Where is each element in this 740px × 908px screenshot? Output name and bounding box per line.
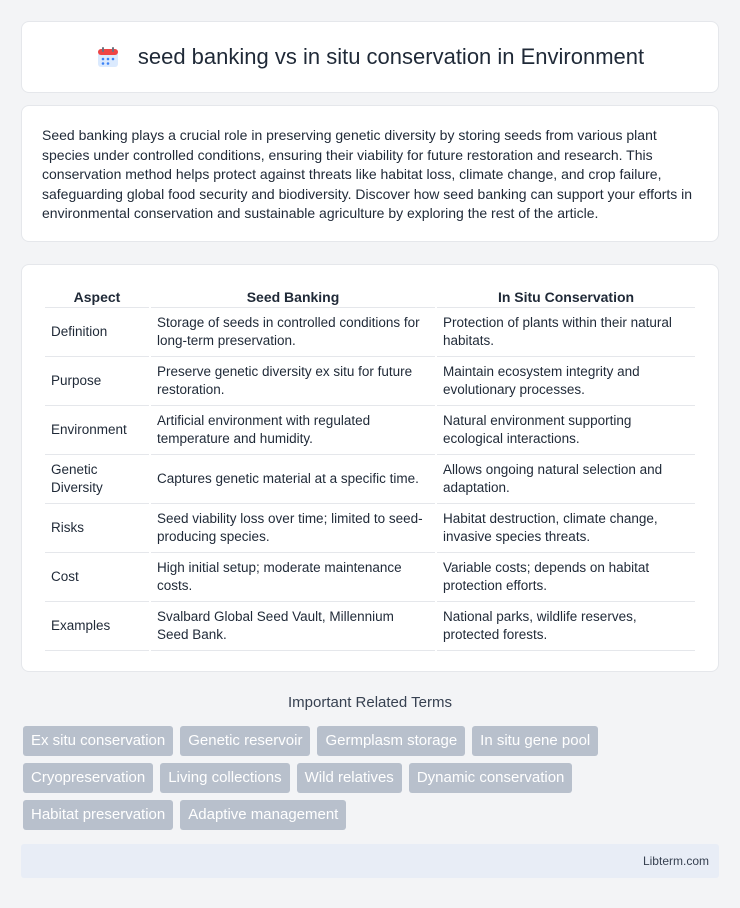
row-in-situ: Habitat destruction, climate change, invasive species threats. <box>437 504 695 553</box>
intro-paragraph: Seed banking plays a crucial role in preserving genetic diversity by storing seeds from various plant species under controlled conditions, ensuring their viability for future restoration and research. This conservation method helps protect against threats like habitat loss, climate change, and crop failure, safeguarding global food security and biodiversity. Discover how seed banking can support your efforts in environmental conservation and sustainable agriculture by exploring the rest of the article. <box>42 127 693 222</box>
tag-wild-relatives[interactable]: Wild relatives <box>297 763 402 793</box>
tag-ex-situ-conservation[interactable]: Ex situ conservation <box>23 726 173 756</box>
row-aspect: Environment <box>45 406 149 455</box>
tag-adaptive-management[interactable]: Adaptive management <box>180 800 346 830</box>
row-seed-banking: Preserve genetic diversity ex situ for future restoration. <box>151 357 435 406</box>
page-title: seed banking vs in situ conservation in Environment <box>137 44 645 69</box>
header-seed-banking: Seed Banking <box>151 285 435 308</box>
header-aspect: Aspect <box>45 285 149 308</box>
tag-in-situ-gene-pool[interactable]: In situ gene pool <box>472 726 598 756</box>
table-row <box>45 357 695 406</box>
header-in-situ: In Situ Conservation <box>437 285 695 308</box>
table-row <box>45 504 695 553</box>
footer <box>21 844 719 878</box>
comparison-table-card <box>21 264 719 672</box>
row-aspect: Risks <box>45 504 149 553</box>
related-terms-tags <box>23 726 723 837</box>
tag-row <box>23 763 723 793</box>
row-aspect: Cost <box>45 553 149 602</box>
comparison-table <box>43 285 697 651</box>
calendar-icon <box>96 45 120 69</box>
tag-germplasm-storage[interactable]: Germplasm storage <box>317 726 465 756</box>
table-row <box>45 406 695 455</box>
row-seed-banking: Captures genetic material at a specific time. <box>151 455 435 504</box>
table-header-row <box>45 285 695 308</box>
row-in-situ: National parks, wildlife reserves, protected forests. <box>437 602 695 651</box>
row-aspect: Genetic Diversity <box>45 455 149 504</box>
tag-genetic-reservoir[interactable]: Genetic reservoir <box>180 726 310 756</box>
tag-cryopreservation[interactable]: Cryopreservation <box>23 763 153 793</box>
tag-habitat-preservation[interactable]: Habitat preservation <box>23 800 173 830</box>
row-seed-banking: Artificial environment with regulated temperature and humidity. <box>151 406 435 455</box>
table-row <box>45 602 695 651</box>
header-card <box>21 21 719 93</box>
table-row <box>45 553 695 602</box>
row-seed-banking: Svalbard Global Seed Vault, Millennium Seed Bank. <box>151 602 435 651</box>
row-in-situ: Allows ongoing natural selection and adaptation. <box>437 455 695 504</box>
intro-card <box>21 105 719 242</box>
tag-row <box>23 726 723 756</box>
row-in-situ: Protection of plants within their natural habitats. <box>437 308 695 357</box>
footer-brand[interactable]: Libterm.com <box>642 854 709 868</box>
row-in-situ: Variable costs; depends on habitat protection efforts. <box>437 553 695 602</box>
row-in-situ: Maintain ecosystem integrity and evolutionary processes. <box>437 357 695 406</box>
tag-row <box>23 800 723 830</box>
row-aspect: Definition <box>45 308 149 357</box>
related-terms-title: Important Related Terms <box>288 694 452 711</box>
row-in-situ: Natural environment supporting ecological interactions. <box>437 406 695 455</box>
row-seed-banking: Storage of seeds in controlled conditions for long-term preservation. <box>151 308 435 357</box>
row-aspect: Examples <box>45 602 149 651</box>
row-seed-banking: Seed viability loss over time; limited to seed-producing species. <box>151 504 435 553</box>
row-aspect: Purpose <box>45 357 149 406</box>
row-seed-banking: High initial setup; moderate maintenance costs. <box>151 553 435 602</box>
table-row <box>45 455 695 504</box>
tag-dynamic-conservation[interactable]: Dynamic conservation <box>409 763 573 793</box>
tag-living-collections[interactable]: Living collections <box>160 763 289 793</box>
table-row <box>45 308 695 357</box>
